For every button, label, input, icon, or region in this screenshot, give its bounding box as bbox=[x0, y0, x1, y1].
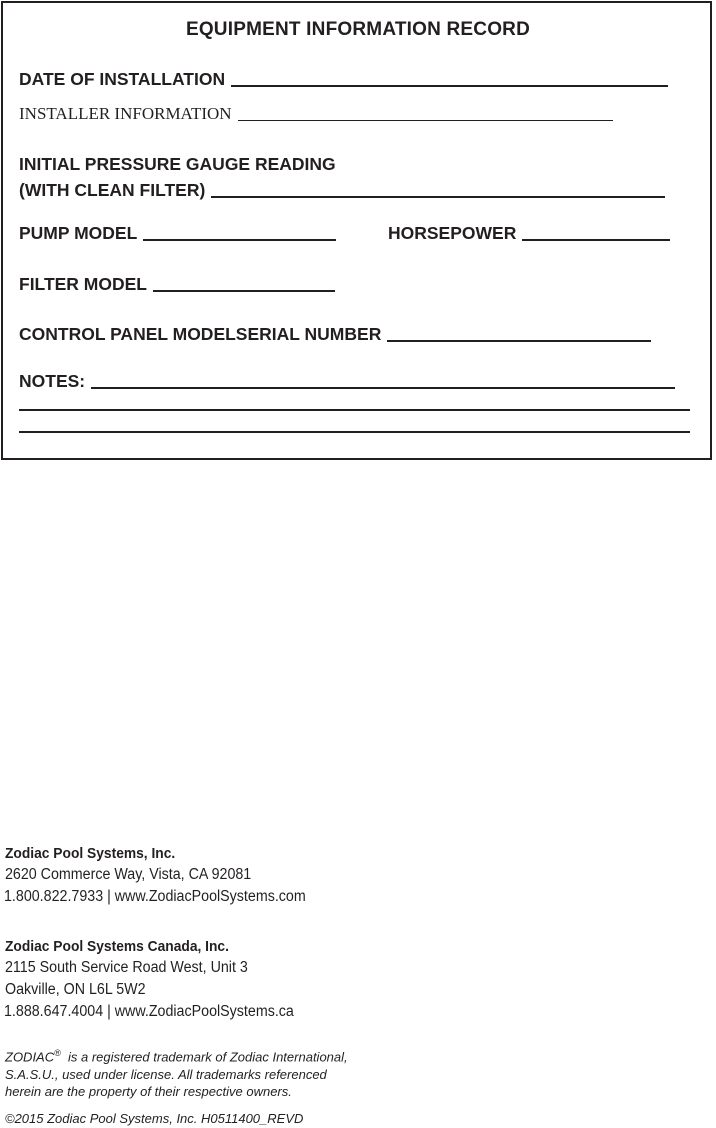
installer-information-row bbox=[19, 104, 613, 124]
notes-field-line-3[interactable] bbox=[19, 431, 690, 433]
trademark-text-1: is a registered trademark of Zodiac International, bbox=[60, 1049, 348, 1065]
trademark-notice bbox=[5, 1045, 348, 1101]
notes-field-line-2[interactable] bbox=[19, 409, 690, 411]
filter-model-field[interactable] bbox=[153, 290, 335, 292]
date-of-installation-row bbox=[19, 69, 668, 90]
control-panel-row bbox=[19, 324, 651, 345]
date-of-installation-label: DATE OF INSTALLATION bbox=[19, 69, 226, 89]
pressure-gauge-label: INITIAL PRESSURE GAUGE READING bbox=[19, 154, 336, 174]
trademark-line-2: S.A.S.U., used under license. All trademarks referenced bbox=[5, 1066, 327, 1082]
us-company-name: Zodiac Pool Systems, Inc. bbox=[5, 845, 176, 862]
pressure-gauge-row-1 bbox=[19, 154, 336, 175]
notes-row bbox=[19, 371, 675, 392]
canada-company-name: Zodiac Pool Systems Canada, Inc. bbox=[5, 938, 229, 955]
us-company-address: 2620 Commerce Way, Vista, CA 92081 bbox=[5, 866, 252, 883]
us-company-contact: 1.800.822.7933 | www.ZodiacPoolSystems.com bbox=[4, 888, 306, 905]
copyright-notice: ©2015 Zodiac Pool Systems, Inc. H0511400_REVD bbox=[5, 1111, 304, 1126]
trademark-line-3: herein are the property of their respective owners. bbox=[5, 1084, 292, 1100]
filter-model-row bbox=[19, 274, 335, 295]
pump-model-field[interactable] bbox=[143, 239, 336, 241]
installer-information-label: INSTALLER INFORMATION bbox=[19, 104, 232, 123]
trademark-word: ZODIAC bbox=[5, 1049, 55, 1065]
notes-label: NOTES: bbox=[19, 371, 86, 391]
clean-filter-label: (WITH CLEAN FILTER) bbox=[19, 180, 206, 200]
control-panel-serial-field[interactable] bbox=[387, 340, 651, 342]
trademark-line-1 bbox=[5, 1045, 348, 1066]
canada-company-address-line-1: 2115 South Service Road West, Unit 3 bbox=[5, 959, 248, 976]
pressure-gauge-row-2 bbox=[19, 180, 665, 201]
record-title: EQUIPMENT INFORMATION RECORD bbox=[185, 19, 531, 40]
horsepower-row bbox=[388, 223, 670, 244]
date-of-installation-field[interactable] bbox=[231, 85, 668, 87]
canada-company-contact: 1.888.647.4004 | www.ZodiacPoolSystems.ca bbox=[4, 1003, 294, 1020]
control-panel-serial-label: CONTROL PANEL MODELSERIAL NUMBER bbox=[19, 324, 382, 344]
horsepower-field[interactable] bbox=[522, 239, 670, 241]
filter-model-label: FILTER MODEL bbox=[19, 274, 147, 294]
pump-model-label: PUMP MODEL bbox=[19, 223, 138, 243]
notes-field-line-1[interactable] bbox=[91, 387, 675, 389]
installer-information-field[interactable] bbox=[238, 120, 613, 121]
pump-model-row bbox=[19, 223, 336, 244]
pressure-gauge-field[interactable] bbox=[211, 196, 665, 198]
us-company-block bbox=[5, 845, 333, 906]
canada-company-block bbox=[5, 938, 320, 1021]
registered-symbol: ® bbox=[54, 1048, 61, 1058]
horsepower-label: HORSEPOWER bbox=[388, 223, 517, 243]
canada-company-address-line-2: Oakville, ON L6L 5W2 bbox=[5, 981, 146, 998]
